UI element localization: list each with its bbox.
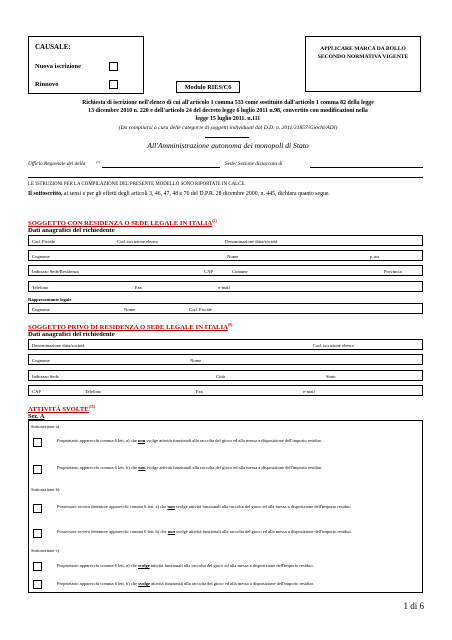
s2-nome: Nome bbox=[190, 358, 202, 363]
section3-title-text: ATTIVITÀ SVOLTE bbox=[28, 406, 89, 414]
s1-provincia: Provincia bbox=[384, 269, 402, 274]
c2-svolge: svolge bbox=[138, 581, 150, 586]
section1-title bbox=[28, 219, 217, 227]
s2-cod-iscrizione: Cod. iscrizione elenco bbox=[313, 343, 354, 348]
c2-post: attività funzionali alla raccolta del gioco ed alla messa a disposizione dell'importo residuo. bbox=[151, 581, 314, 586]
section2-title bbox=[28, 323, 232, 331]
s2-stato: Stato bbox=[326, 374, 336, 379]
marca-bollo-text: APPLICARE MARCA DA BOLLO SECONDO NORMATIVA VIGENTE bbox=[317, 46, 409, 60]
b2-non: non bbox=[167, 529, 175, 534]
intro-line-4: (Da compilarsi a cura delle categorie di soggetti individuati dal D.D. n. 2011/31857/Giochi/ADI) bbox=[118, 125, 338, 131]
sede-label: Sede/ Sezione distaccata di bbox=[225, 161, 283, 167]
rinnovo-checkbox[interactable] bbox=[109, 80, 118, 89]
intro-separator bbox=[28, 177, 423, 178]
ufficio-field[interactable] bbox=[102, 167, 220, 168]
s2-telefono: Telefono bbox=[85, 389, 102, 394]
s1-row4[interactable] bbox=[28, 281, 423, 292]
causale-title: CAUSALE: bbox=[35, 43, 71, 51]
b2-text bbox=[57, 529, 412, 536]
a2-post: svolge attività funzionali alla raccolta del gioco ed alla messa a disposizione dell'importo residuo. bbox=[146, 465, 323, 470]
s1-row2[interactable] bbox=[28, 250, 423, 261]
c1-text bbox=[57, 563, 422, 570]
section3-note: (15) bbox=[88, 405, 95, 409]
c2-text bbox=[57, 581, 422, 588]
s1-row1[interactable] bbox=[28, 235, 423, 246]
s2-row4[interactable] bbox=[28, 385, 423, 396]
a2-pre: Proprietario apparecchi comma 6 lett. b) che bbox=[57, 465, 138, 470]
intro-line-2: 13 dicembre 2010 n. 220 e dell'articolo 24 del decreto legge 6 luglio 2011 n.98, convertito con modificazioni nella bbox=[88, 108, 368, 114]
s1-denominazione: Denominazione ditta/società bbox=[225, 239, 278, 244]
a2-non: non bbox=[138, 465, 146, 470]
modulo-label: Modulo RIES/C6 bbox=[176, 81, 240, 93]
s2-cognome: Cognome bbox=[32, 358, 50, 363]
ufficio-label: Ufficio Regionale del della bbox=[28, 161, 86, 167]
section2-subtitle: Dati anagrafici del richiedente bbox=[28, 331, 115, 338]
istruzioni-text: LE ISTRUZIONI PER LA COMPILAZIONE DEL PRESENTE MODELLO SONO RIPORTATE IN CALCE. bbox=[28, 182, 246, 187]
s1-email: e-mail bbox=[218, 285, 230, 290]
section1-subtitle: Dati anagrafici del richiedente bbox=[28, 227, 115, 234]
s2-cap: CAP bbox=[32, 389, 41, 394]
c1-svolge: svolge bbox=[137, 563, 150, 568]
sub-b-label: Sottosezione b) bbox=[31, 487, 60, 492]
sub-c-label: Sottosezione c) bbox=[31, 548, 60, 553]
sottoscritto-text bbox=[28, 190, 423, 198]
s1-comune: Comune bbox=[232, 269, 248, 274]
a1-text bbox=[57, 438, 412, 445]
s2-row3[interactable] bbox=[28, 370, 423, 381]
s1-indirizzo: Indirizzo Sede/Residenza bbox=[32, 269, 79, 274]
marca-bollo-box bbox=[305, 36, 421, 92]
sub-a-label: Sottosezione a) bbox=[31, 424, 60, 429]
section1-note: (2) bbox=[212, 219, 217, 223]
sede-field[interactable] bbox=[310, 167, 423, 168]
nuova-iscrizione-label: Nuova iscrizione bbox=[35, 63, 82, 70]
page-number: 1 di 6 bbox=[403, 601, 424, 611]
b1-pre: Possessore ovvero detentore apparecchi comma 6 lett. a) che bbox=[57, 504, 167, 509]
s1-rapp-cognome: Cognome bbox=[32, 307, 50, 312]
c1-post: attività funzionali alla raccolta del gioco ed alla messa a disposizione dell'importo residuo. bbox=[150, 563, 314, 568]
s2-citta: Città bbox=[216, 374, 225, 379]
s1-cod-iscrizione: Cod. iscrizione elenco bbox=[117, 239, 158, 244]
sez-a-box bbox=[28, 420, 423, 593]
intro-line-3: legge 15 luglio 2011. n.111 bbox=[195, 116, 261, 122]
s1-rappresentante: Rappresentante legale bbox=[28, 297, 72, 302]
s1-rapp-cod-fiscale: Cod. Fiscale bbox=[189, 307, 212, 312]
causale-box bbox=[28, 36, 144, 94]
ufficio-note: (1) bbox=[96, 160, 101, 164]
s1-row5[interactable] bbox=[28, 303, 423, 314]
s2-indirizzo: Indirizzo Sede bbox=[32, 374, 59, 379]
a1-non: non bbox=[137, 438, 146, 443]
intro-line-1: Richiesta di iscrizione nell'elenco di cui all'articolo 1 comma 533 come sostituito dall'articolo 1 comma 82 della legge bbox=[82, 100, 374, 106]
section2-title-text: SOGGETTO PRIVO DI RESIDENZA O SEDE LEGALE IN ITALIA bbox=[28, 324, 228, 332]
a1-checkbox[interactable] bbox=[33, 438, 42, 447]
b1-non: non bbox=[167, 504, 175, 509]
a1-post: svolge attività funzionali alla raccolta del gioco ed alla messa a disposizione dell'importo residuo. bbox=[146, 438, 323, 443]
b1-post: svolge attività funzionali alla raccolta del gioco ed alla messa a disposizione dell'importo residuo. bbox=[175, 504, 352, 509]
section1-title-text: SOGGETTO CON RESIDENZA O SEDE LEGALE IN ITALIA bbox=[28, 220, 213, 228]
s1-telefono: Telefono bbox=[32, 285, 49, 290]
sottoscritto-rest: ai sensi e per gli effetti degli articoli 3, 46, 47, 48 e 76 del D.P.R. 28 dicembre 2000, n. 445, dichiara quanto segue. bbox=[63, 191, 330, 197]
b1-checkbox[interactable] bbox=[33, 504, 42, 513]
a2-checkbox[interactable] bbox=[33, 465, 42, 474]
a2-text bbox=[57, 465, 412, 472]
b1-text bbox=[57, 504, 412, 511]
b2-checkbox[interactable] bbox=[33, 529, 42, 538]
nuova-iscrizione-checkbox[interactable] bbox=[109, 62, 118, 71]
s1-fax: Fax bbox=[135, 285, 142, 290]
rinnovo-label: Rinnovo bbox=[35, 81, 59, 88]
s1-cod-fiscale: Cod. Fiscale bbox=[32, 239, 55, 244]
a1-pre: Proprietario apparecchi comma 6 lett. a) che bbox=[57, 438, 137, 443]
s2-row2[interactable] bbox=[28, 354, 423, 365]
intro-divider bbox=[205, 137, 249, 138]
s1-nome: Nome bbox=[227, 254, 239, 259]
s1-rapp-nome: Nome bbox=[124, 307, 136, 312]
b2-pre: Possessore ovvero detentore apparecchi comma 6 lett. b) che bbox=[57, 529, 167, 534]
section3-sez: Sez. A bbox=[28, 413, 45, 420]
sottoscritto-bold: Il sottoscritto, bbox=[28, 191, 63, 197]
section3-title bbox=[28, 405, 95, 413]
s1-row3[interactable] bbox=[28, 265, 423, 276]
c1-checkbox[interactable] bbox=[33, 562, 42, 571]
section2-note: (9) bbox=[227, 323, 233, 327]
c2-pre: Proprietario apparecchi comma 6 lett. b) che bbox=[57, 581, 138, 586]
s1-piva: p.iva bbox=[370, 254, 380, 259]
s1-cognome: Cognome bbox=[32, 254, 50, 259]
b2-post: svolge attività funzionali alla raccolta del gioco ed alla messa a disposizione dell'importo residuo. bbox=[176, 529, 352, 534]
s2-fax: Fax bbox=[196, 389, 203, 394]
s2-row1[interactable] bbox=[28, 339, 423, 350]
c2-checkbox[interactable] bbox=[33, 580, 42, 589]
addressee: All'Amministrazione autonoma dei monopoli di Stato bbox=[147, 141, 309, 150]
c1-pre: Proprietario apparecchi comma 6 lett. a) che bbox=[57, 563, 137, 568]
s2-denominazione: Denominazione ditta/società bbox=[32, 343, 85, 348]
s1-cap: CAP bbox=[204, 269, 213, 274]
s2-email: e-mail bbox=[303, 389, 315, 394]
